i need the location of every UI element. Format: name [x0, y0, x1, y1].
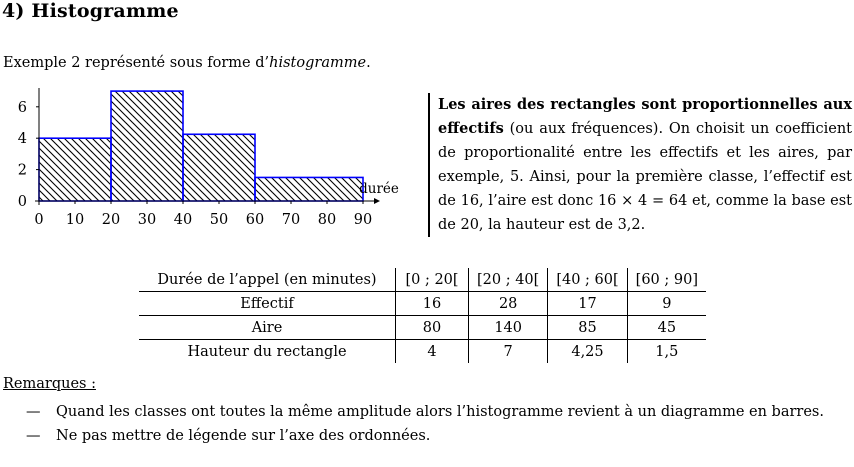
table-cell: Effectif [139, 292, 396, 316]
table-cell: 45 [627, 316, 706, 340]
histogram-bar [183, 134, 255, 201]
table-cell: 140 [469, 316, 548, 340]
remarks-list [26, 400, 852, 448]
intro-after: . [366, 55, 371, 71]
intro-before: Exemple 2 représenté sous forme d’ [3, 55, 270, 71]
remark-item [26, 424, 852, 448]
table-row [139, 316, 706, 340]
side-note-bold: Les aires des rectangles sont proportionnelles aux effectifs [438, 96, 852, 137]
y-tick-label: 2 [17, 162, 27, 179]
intro-emphasis: histogramme [269, 55, 367, 71]
table-cell: 28 [469, 292, 548, 316]
table-row [139, 292, 706, 316]
x-axis-label: durée [359, 181, 399, 197]
table-header-cell: [20 ; 40[ [469, 268, 548, 292]
remark-text: Quand les classes ont toutes la même amplitude alors l’histogramme revient à un diagramme en barres. [56, 404, 824, 420]
x-tick-label: 90 [353, 212, 373, 228]
histogram-bar [255, 177, 363, 201]
x-tick-label: 10 [65, 212, 85, 228]
table-cell: Hauteur du rectangle [187, 343, 347, 360]
table-header-cell: [60 ; 90] [627, 268, 706, 292]
remark-text: Ne pas mettre de légende sur l’axe des ordonnées. [56, 428, 431, 444]
table-cell: 7 [469, 340, 548, 364]
x-tick-label: 60 [245, 212, 265, 228]
table-header-cell: [0 ; 20[ [396, 268, 469, 292]
histogram-bar [111, 91, 183, 201]
table-cell: 4,25 [548, 340, 627, 364]
x-tick-label: 80 [317, 212, 337, 228]
x-tick-label: 70 [281, 212, 301, 228]
side-note-text: (ou aux fréquences). On choisit un coefficient de proportionalité entre les effectifs et les aires, par exemple, 5. Ainsi, pour la première classe, l’effectif est de 16, l’aire est donc 16 × 4 = 64 et, comme la base est de 20, la hauteur est de 3,2. [438, 121, 852, 233]
histogram-bar [39, 138, 111, 201]
section-title: 4) Histogramme [2, 0, 179, 22]
x-tick-label: 40 [173, 212, 193, 228]
table-header-row [139, 268, 706, 292]
histogram-chart [0, 88, 425, 238]
y-tick-label: 6 [17, 99, 27, 116]
y-tick-label: 4 [17, 131, 27, 148]
table-cell: Aire [139, 316, 396, 340]
remark-dash: — [26, 404, 41, 420]
table-cell: 80 [396, 316, 469, 340]
x-axis-arrow [374, 198, 380, 204]
x-tick-label: 50 [209, 212, 229, 228]
remarks-title: Remarques : [3, 376, 96, 392]
remark-item [26, 400, 852, 424]
table-header-cell: [40 ; 60[ [548, 268, 627, 292]
data-table [139, 268, 706, 363]
x-tick-label: 0 [34, 212, 44, 228]
side-note [428, 93, 852, 237]
table-cell: 85 [548, 316, 627, 340]
x-tick-label: 20 [101, 212, 121, 228]
table-cell: 16 [396, 292, 469, 316]
y-tick-label: 0 [17, 194, 27, 210]
table-cell: 17 [548, 292, 627, 316]
remark-dash: — [26, 428, 41, 444]
x-tick-label: 30 [137, 212, 157, 228]
table-header-cell: Durée de l’appel (en minutes) [139, 268, 396, 292]
table-cell: 1,5 [627, 340, 706, 364]
intro-text [3, 55, 371, 71]
table-cell: 9 [627, 292, 706, 316]
table-cell: 4 [396, 340, 469, 364]
table-row [139, 340, 706, 364]
